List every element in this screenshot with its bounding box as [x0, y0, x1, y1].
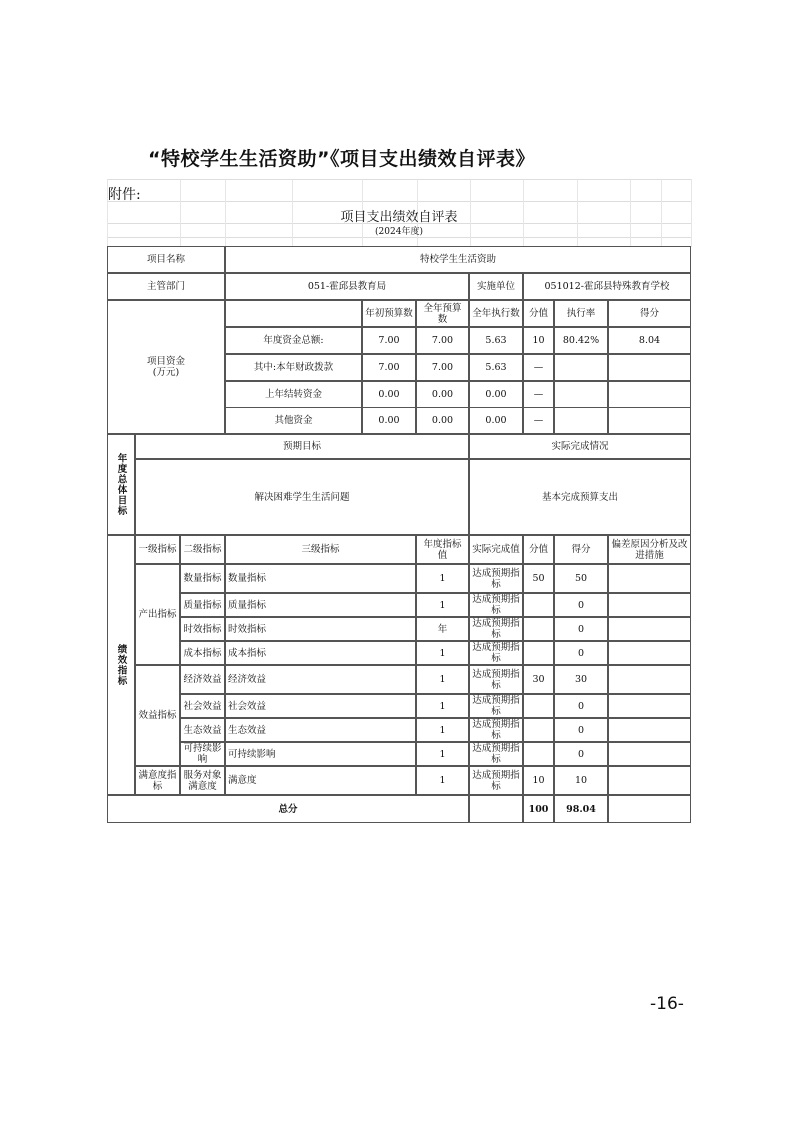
perf-level2: 经济效益	[180, 665, 225, 694]
funds-row-initial: 0.00	[362, 407, 416, 434]
funds-row-executed: 5.63	[469, 327, 523, 354]
perf-score: 10	[554, 766, 608, 795]
perf-level2: 质量指标	[180, 593, 225, 617]
perf-score_value	[523, 694, 554, 718]
funds-row-score	[608, 381, 691, 408]
total-score-value: 100	[523, 795, 554, 823]
perf-level2: 可持续影响	[180, 742, 225, 766]
funds-header-2: 全年执行数	[469, 300, 523, 327]
perf-header-0: 一级指标	[135, 535, 180, 564]
funds-row-annual: 7.00	[416, 354, 469, 381]
funds-row-score: 8.04	[608, 327, 691, 354]
perf-note	[608, 564, 691, 593]
perf-score: 0	[554, 641, 608, 665]
impl-unit-label: 实施单位	[469, 273, 523, 300]
perf-score: 0	[554, 593, 608, 617]
funds-header-1: 全年预算数	[416, 300, 469, 327]
perf-header-2: 三级指标	[225, 535, 416, 564]
funds-row-label: 其他资金	[225, 407, 362, 434]
perf-score_value	[523, 742, 554, 766]
perf-actual: 达成预期指标	[469, 742, 523, 766]
perf-level2: 数量指标	[180, 564, 225, 593]
perf-score: 0	[554, 694, 608, 718]
perf-level2: 时效指标	[180, 617, 225, 641]
perf-actual: 达成预期指标	[469, 718, 523, 742]
perf-target: 1	[416, 665, 469, 694]
perf-header-1: 二级指标	[180, 535, 225, 564]
funds-header-3: 分值	[523, 300, 554, 327]
document-title: “特校学生生活资助”《项目支出绩效自评表》	[148, 148, 535, 170]
perf-level2: 社会效益	[180, 694, 225, 718]
funds-header-0: 年初预算数	[362, 300, 416, 327]
perf-note	[608, 617, 691, 641]
perf-score_value	[523, 718, 554, 742]
funds-row-score_value: —	[523, 381, 554, 408]
perf-header-4: 实际完成值	[469, 535, 523, 564]
total-note	[608, 795, 691, 823]
perf-score: 50	[554, 564, 608, 593]
perf-header-3: 年度指标值	[416, 535, 469, 564]
perf-note	[608, 718, 691, 742]
perf-actual: 达成预期指标	[469, 617, 523, 641]
perf-score: 0	[554, 742, 608, 766]
perf-level3: 质量指标	[225, 593, 416, 617]
perf-actual: 达成预期指标	[469, 564, 523, 593]
perf-note	[608, 766, 691, 795]
perf-level3: 经济效益	[225, 665, 416, 694]
perf-score: 0	[554, 617, 608, 641]
funds-row-rate: 80.42%	[554, 327, 608, 354]
funds-row-initial: 7.00	[362, 354, 416, 381]
funds-row-score	[608, 354, 691, 381]
perf-note	[608, 665, 691, 694]
perf-score: 0	[554, 718, 608, 742]
perf-level1: 满意度指标	[135, 766, 180, 795]
funds-row-executed: 0.00	[469, 407, 523, 434]
perf-level2: 成本指标	[180, 641, 225, 665]
impl-unit-value: 051012-霍邱县特殊教育学校	[523, 273, 691, 300]
table-title: 项目支出绩效自评表	[340, 210, 458, 225]
project-name-label: 项目名称	[107, 246, 225, 273]
perf-target: 年	[416, 617, 469, 641]
funds-row-executed: 0.00	[469, 381, 523, 408]
perf-level3: 社会效益	[225, 694, 416, 718]
perf-score_value	[523, 617, 554, 641]
overall-goal-label: 年度总体目标	[107, 434, 135, 535]
funds-row-rate	[554, 381, 608, 408]
funds-row-score_value: —	[523, 407, 554, 434]
expected-goal-text: 解决困难学生生活问题	[135, 459, 469, 535]
perf-score_value	[523, 593, 554, 617]
perf-target: 1	[416, 766, 469, 795]
perf-actual: 达成预期指标	[469, 665, 523, 694]
perf-header-7: 偏差原因分析及改进措施	[608, 535, 691, 564]
funds-row-label: 其中:本年财政拨款	[225, 354, 362, 381]
perf-note	[608, 593, 691, 617]
perf-level1: 产出指标	[135, 564, 180, 665]
funds-row-score_value: —	[523, 354, 554, 381]
perf-target: 1	[416, 564, 469, 593]
perf-header-6: 得分	[554, 535, 608, 564]
perf-level3: 可持续影响	[225, 742, 416, 766]
perf-target: 1	[416, 593, 469, 617]
dept-label: 主管部门	[107, 273, 225, 300]
total-score: 98.04	[554, 795, 608, 823]
perf-score_value: 30	[523, 665, 554, 694]
performance-label: 绩效指标	[107, 535, 135, 795]
funds-row-initial: 7.00	[362, 327, 416, 354]
funds-row-score_value: 10	[523, 327, 554, 354]
funds-label: 项目资金 (万元)	[107, 300, 225, 434]
expected-goal-header: 预期目标	[135, 434, 469, 459]
project-name-value: 特校学生生活资助	[225, 246, 691, 273]
funds-row-rate	[554, 354, 608, 381]
funds-row-executed: 5.63	[469, 354, 523, 381]
perf-score: 30	[554, 665, 608, 694]
funds-row-label: 上年结转资金	[225, 381, 362, 408]
actual-status-header: 实际完成情况	[469, 434, 691, 459]
perf-level1: 效益指标	[135, 665, 180, 766]
perf-target: 1	[416, 718, 469, 742]
perf-note	[608, 742, 691, 766]
total-label: 总分	[107, 795, 469, 823]
perf-level3: 生态效益	[225, 718, 416, 742]
perf-score_value	[523, 641, 554, 665]
perf-target: 1	[416, 694, 469, 718]
funds-row-label: 年度资金总额:	[225, 327, 362, 354]
dept-value: 051-霍邱县教育局	[225, 273, 469, 300]
funds-row-annual: 0.00	[416, 381, 469, 408]
funds-header-blank	[225, 300, 362, 327]
funds-row-annual: 7.00	[416, 327, 469, 354]
perf-actual: 达成预期指标	[469, 766, 523, 795]
funds-row-score	[608, 407, 691, 434]
perf-actual: 达成预期指标	[469, 641, 523, 665]
perf-note	[608, 694, 691, 718]
perf-level3: 时效指标	[225, 617, 416, 641]
funds-header-5: 得分	[608, 300, 691, 327]
perf-target: 1	[416, 641, 469, 665]
actual-status-text: 基本完成预算支出	[469, 459, 691, 535]
attachment-label: 附件:	[108, 187, 141, 203]
perf-level2: 生态效益	[180, 718, 225, 742]
perf-score_value: 50	[523, 564, 554, 593]
perf-note	[608, 641, 691, 665]
page-number: -16-	[650, 994, 684, 1014]
funds-row-annual: 0.00	[416, 407, 469, 434]
perf-actual: 达成预期指标	[469, 593, 523, 617]
funds-row-rate	[554, 407, 608, 434]
perf-header-5: 分值	[523, 535, 554, 564]
funds-row-initial: 0.00	[362, 381, 416, 408]
perf-score_value: 10	[523, 766, 554, 795]
perf-actual: 达成预期指标	[469, 694, 523, 718]
perf-target: 1	[416, 742, 469, 766]
perf-level3: 成本指标	[225, 641, 416, 665]
perf-level2: 服务对象满意度	[180, 766, 225, 795]
total-blank	[469, 795, 523, 823]
table-year: (2024年度)	[375, 227, 423, 237]
perf-level3: 满意度	[225, 766, 416, 795]
funds-header-4: 执行率	[554, 300, 608, 327]
perf-level3: 数量指标	[225, 564, 416, 593]
